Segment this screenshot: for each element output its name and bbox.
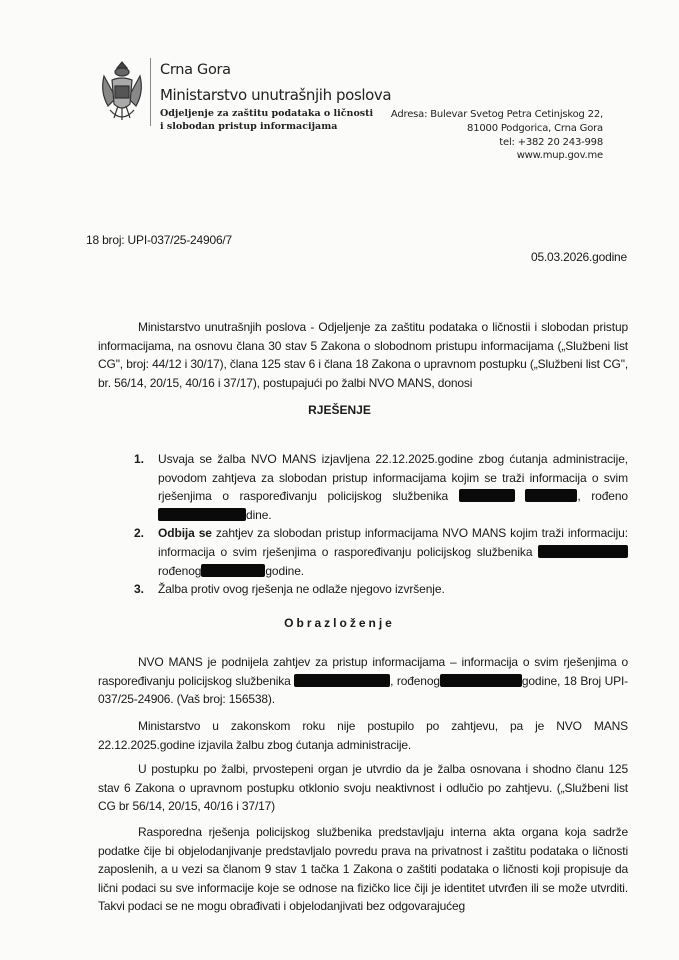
- decision-item-3: [134, 580, 628, 599]
- address-block: [391, 108, 603, 163]
- redaction-bar: [294, 674, 390, 687]
- item-text: rođenog: [158, 563, 202, 578]
- department-line-1: Odjeljenje za zaštitu podataka o ličnosti: [160, 108, 374, 119]
- decision-list: [134, 450, 628, 599]
- item-text: dine.: [246, 507, 272, 522]
- decision-item-2: [134, 524, 628, 580]
- item-text: zahtjev za slobodan pristup informacijama NVO MANS kojim traži informaciju: informacija o svim rješenjima o raspoređivanju policijskog službenika: [158, 526, 628, 559]
- montenegro-coat-of-arms-icon: [98, 58, 146, 128]
- item-bold-lead: Odbija se: [158, 526, 212, 541]
- item-text: Žalba protiv ovog rješenja ne odlaže njegovo izvršenje.: [158, 582, 445, 597]
- department-line-2: i slobodan pristup informacijama: [160, 120, 338, 132]
- letterhead-divider: [150, 58, 151, 126]
- department-name: [160, 108, 373, 133]
- intro-paragraph: Ministarstvo unutrašnjih poslova - Odjeljenje za zaštitu podataka o ličnostii i slobodan pristup informacijama, na osnovu člana 30 stav 5 Zakona o slobodnom pristupu informacijama („Službeni list CG", broj: 44/12 i 30/17), člana 125 stav 6 i člana 18 Zakona o upravnom postupku („Službeni list CG", br. 56/14, 20/15, 40/16 i 37/17), postupajući po žalbi NVO MANS, donosi: [98, 320, 628, 390]
- redaction-bar: [158, 508, 246, 521]
- website-link: www.mup.gov.me: [516, 150, 603, 162]
- reference-number: 18 broj: UPI-037/25-24906/7: [86, 233, 233, 247]
- address-line-2: 81000 Podgorica, Crna Gora: [467, 122, 603, 134]
- address-line-1: Adresa: Bulevar Svetog Petra Cetinjskog 22,: [390, 109, 603, 120]
- redaction-bar: [459, 489, 515, 502]
- country-name: Crna Gora: [160, 62, 231, 78]
- document-date: 05.03.2026.godine: [530, 250, 627, 264]
- redaction-bar: [525, 489, 577, 502]
- paragraph-text: , rođenog: [390, 673, 440, 688]
- reasoning-paragraph-4: Rasporedna rješenja policijskog službenika predstavljaju interna akta organa koja sadrže podatke čije bi objelodanjivanje predstavljalo povredu prava na privatnost i zaštitu podataka o ličnosti zaposlenih, a u vezi sa članom 9 stav 1 tačka 1 Zakona o zaštiti podataka o ličnosti koji propisuje da lični podaci su sve informacije koje se odnose na fizičko lice čiji je identitet utvrđen ili se može utvrditi. Takvi podaci se ne mogu obrađivati i objelodanjivati bez odgovarajućeg: [98, 825, 628, 914]
- reasoning-paragraph-3: U postupku po žalbi, prvostepeni organ je utvrdio da je žalba osnovana i shodno članu 125 stav 6 Zakona o upravnom postupku otklonio svoju neaktivnost i odlučio po zahtjevu. („Službeni list CG br 56/14, 20/15, 40/16 i 37/17): [98, 762, 628, 814]
- item-text: godine.: [265, 563, 305, 578]
- item-number: 1.: [134, 452, 144, 466]
- item-text: Usvaja se žalba NVO MANS izjavljena 22.12.2025.godine zbog ćutanja administracije, povodom zahtjeva za slobodan pristup informacijama kojim se traži informacija o svim rješenjima o raspoređivanju policijskog službenika: [158, 452, 628, 504]
- item-number: 3.: [134, 582, 144, 597]
- reasoning-heading: Obrazloženje: [284, 616, 395, 630]
- decision-heading: RJEŠENJE: [308, 403, 371, 417]
- ministry-name: Ministarstvo unutrašnjih poslova: [160, 86, 392, 104]
- decision-item-1: [134, 450, 628, 524]
- redaction-bar: [201, 564, 265, 577]
- reasoning-paragraph-2: Ministarstvo u zakonskom roku nije postupilo po zahtjevu, pa je NVO MANS 22.12.2025.godine izjavila žalbu zbog ćutanja administracije.: [98, 719, 628, 752]
- item-number: 2.: [134, 526, 144, 541]
- redaction-bar: [440, 674, 522, 687]
- redaction-bar: [538, 545, 628, 558]
- phone-number: tel: +382 20 243-998: [499, 136, 603, 148]
- reasoning-paragraph-1: [98, 653, 628, 709]
- paragraph-text: NVO MANS je podnijela zahtjev za pristup informacijama – informacija o svim rješenjima o raspoređivanju policijskog službenika: [98, 655, 628, 688]
- item-text: , rođeno: [577, 489, 629, 504]
- paragraph-text: godine, 18 Broj UPI-037/25-24906. (Vaš broj: 156538).: [98, 673, 628, 707]
